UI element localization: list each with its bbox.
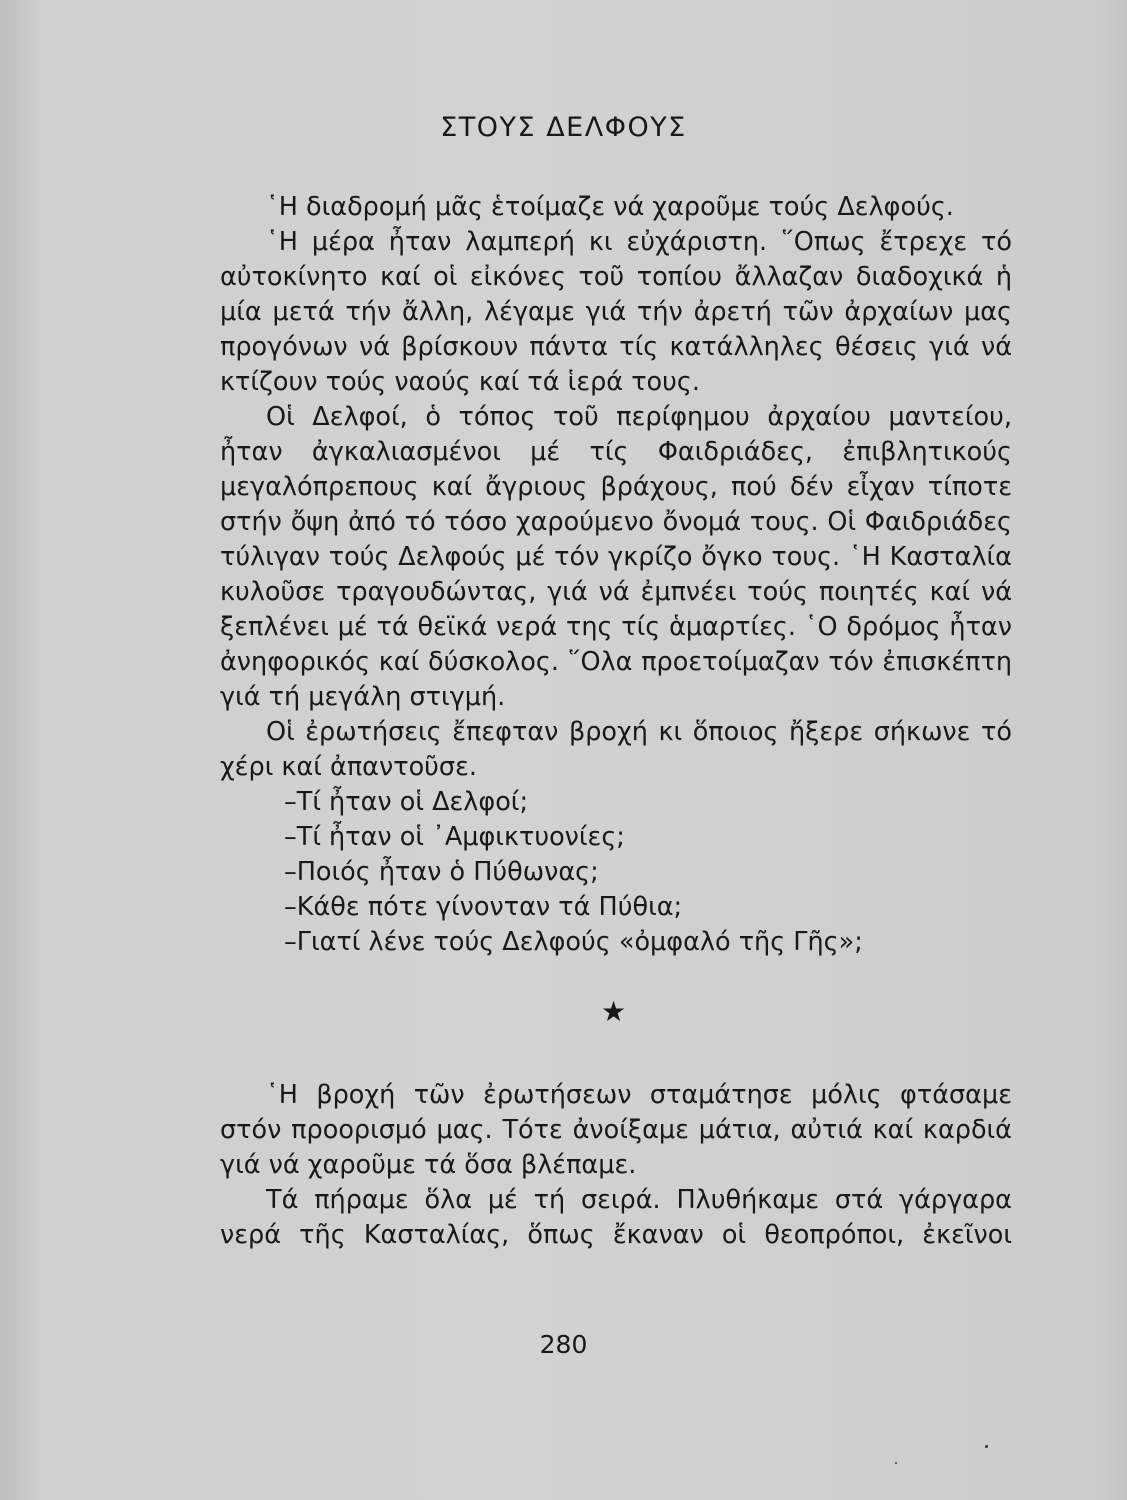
page-title: ΣΤΟΥΣ ΔΕΛΦΟΥΣ <box>440 112 687 143</box>
page-number: 280 <box>539 1330 588 1359</box>
paragraph-1: ῾Η διαδρομή μᾶς ἑτοίμαζε νά χαροῦμε τούς Δελφούς. <box>266 192 954 222</box>
question-list <box>220 785 1012 960</box>
question-item: –Τί ἦταν οἱ Δελφοί; <box>284 787 529 817</box>
bottom-text-block <box>220 1078 1012 1253</box>
question-item: –Γιατί λένε τούς Δελφούς «ὀμφαλό τῆς Γῆς»; <box>284 927 863 957</box>
question-item: –Κάθε πότε γίνονταν τά Πύθια; <box>284 892 683 922</box>
section-separator <box>0 995 1127 1028</box>
paragraph-6: Τά πήραμε ὅλα μέ τή σειρά. Πλυθήκαμε στά γάργαρα νερά τῆς Κασταλίας, ὅπως ἔκαναν οἱ θεοπρόποι, ἐκεῖνοι <box>220 1185 1012 1250</box>
top-text-block <box>220 190 1012 960</box>
paragraph-4: Οἱ ἐρωτήσεις ἔπεφταν βροχή κι ὅποιος ἤξερε σήκωνε τό χέρι καί ἀπαντοῦσε. <box>220 717 1012 782</box>
question-item: –Ποιός ἦταν ὁ Πύθωνας; <box>284 857 599 887</box>
paragraph-5: ῾Η βροχή τῶν ἐρωτήσεων σταμάτησε μόλις φτάσαμε στόν προορισμό μας. Τότε ἀνοίξαμε μάτια, αὐτιά καί καρδιά γιά νά χαροῦμε τά ὅσα βλέπαμε. <box>220 1080 1012 1180</box>
question-item: –Τί ἦταν οἱ ᾿Αμφικτυονίες; <box>284 822 625 852</box>
paragraph-3: Οἱ Δελφοί, ὁ τόπος τοῦ περίφημου ἀρχαίου μαντείου, ἦταν ἀγκαλιασμένοι μέ τίς Φαιδριάδες, ἐπιβλητικούς μεγαλόπρεπους καί ἄγριους βράχους, πού δέν εἶχαν τίποτε στήν ὄψη ἀπό τό τόσο χαρούμενο ὄνομά τους. Οἱ Φαιδριάδες τύλιγαν τούς Δελφούς μέ τόν γκρίζο ὄγκο τους. ῾Η Κασταλία κυλοῦσε τραγουδώντας, γιά νά ἐμπνέει τούς ποιητές καί νά ξεπλένει μέ τά θεϊκά νερά της τίς ἁμαρτίες. ῾Ο δρόμος ἦταν ἀνηφορικός καί δύσκολος. ῞Ολα προετοίμαζαν τόν ἐπισκέπτη γιά τή μεγάλη στιγμή. <box>220 402 1012 712</box>
star-icon: ★ <box>600 995 627 1028</box>
scan-speck <box>895 1462 897 1464</box>
paragraph-2: ῾Η μέρα ἦταν λαμπερή κι εὐχάριστη. ῞Οπως ἔτρεχε τό αὐτοκίνητο καί οἱ εἰκόνες τοῦ τοπίου ἄλλαζαν διαδοχικά ἡ μία μετά τήν ἄλλη, λέγαμε γιά τήν ἀρετή τῶν ἀρχαίων μας προγόνων νά βρίσκουν πάντα τίς κατάλληλες θέσεις γιά νά κτίζουν τούς ναούς καί τά ἱερά τους. <box>220 227 1012 397</box>
scan-speck <box>985 1445 988 1448</box>
